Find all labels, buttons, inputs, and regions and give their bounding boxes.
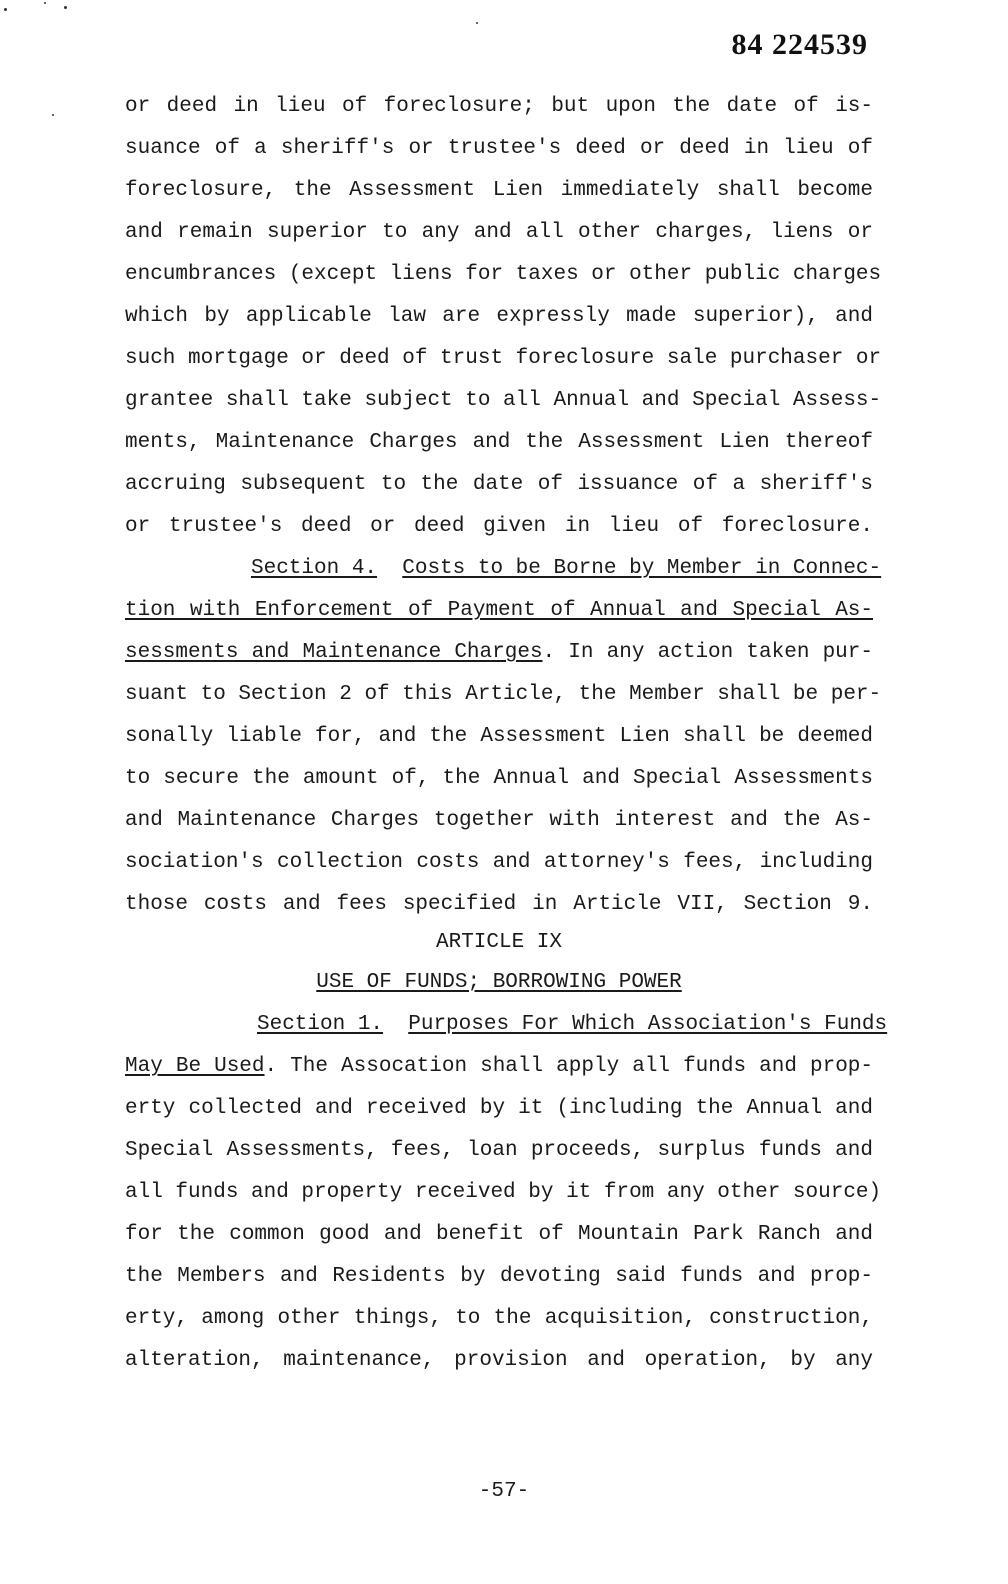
text-line: Special Assessments, fees, loan proceeds, surplus funds and: [125, 1139, 873, 1162]
text-line: foreclosure, the Assessment Lien immediately shall become: [125, 179, 873, 202]
section-4-label: Section 4.: [251, 557, 378, 580]
text-line: alteration, maintenance, provision and operation, by any: [125, 1349, 873, 1372]
article-title-line: [125, 970, 873, 996]
scan-speck: [52, 114, 54, 116]
section-4-heading: Costs to be Borne by Member in Connec-: [402, 557, 882, 580]
article-number: ARTICLE IX: [435, 931, 563, 954]
scan-speck: [64, 6, 67, 9]
text-line: for the common good and benefit of Mountain Park Ranch and: [125, 1223, 873, 1246]
text-line: ments, Maintenance Charges and the Assessment Lien thereof: [125, 431, 873, 454]
document-number: 84 224539: [731, 28, 868, 61]
text-line: or deed in lieu of foreclosure; but upon the date of is-: [125, 95, 873, 118]
section-1-heading-line: [125, 1054, 873, 1080]
text-line: all funds and property received by it from any other source): [125, 1181, 882, 1204]
page-number: -57-: [478, 1480, 530, 1503]
text-line: sociation's collection costs and attorney's fees, including: [125, 851, 873, 874]
text-line: and Maintenance Charges together with interest and the As-: [125, 809, 873, 832]
scan-speck: [44, 2, 46, 4]
section-4-heading-line: [125, 640, 873, 666]
text-line: sonally liable for, and the Assessment Lien shall be deemed: [125, 725, 873, 748]
text-line: grantee shall take subject to all Annual and Special Assess-: [125, 389, 882, 412]
text-line: which by applicable law are expressly made superior), and: [125, 305, 873, 328]
text-line: accruing subsequent to the date of issuance of a sheriff's: [125, 473, 873, 496]
text-line: erty collected and received by it (including the Annual and: [125, 1097, 873, 1120]
section-1-heading-line: [125, 1012, 888, 1038]
text-line: suant to Section 2 of this Article, the Member shall be per-: [125, 683, 882, 706]
text-line: erty, among other things, to the acquisition, construction,: [125, 1307, 873, 1330]
text-fragment: . The Assocation shall apply all funds and prop-: [264, 1055, 874, 1078]
section-4-heading: tion with Enforcement of Payment of Annual and Special As-: [125, 599, 873, 622]
text-line: and remain superior to any and all other charges, liens or: [125, 221, 873, 244]
section-4-heading: sessments and Maintenance Charges: [125, 641, 543, 664]
text-line: encumbrances (except liens for taxes or other public charges: [125, 263, 882, 286]
text-line: such mortgage or deed of trust foreclosure sale purchaser or: [125, 347, 882, 370]
scan-speck: [4, 8, 7, 11]
section-1-label: Section 1.: [257, 1013, 384, 1036]
text-line: or trustee's deed or deed given in lieu of foreclosure.: [125, 515, 873, 538]
scan-speck: [476, 22, 478, 24]
text-line: suance of a sheriff's or trustee's deed or deed in lieu of: [125, 137, 873, 160]
article-title: USE OF FUNDS; BORROWING POWER: [316, 971, 682, 994]
text-line: the Members and Residents by devoting said funds and prop-: [125, 1265, 873, 1288]
text-line: those costs and fees specified in Article VII, Section 9.: [125, 893, 873, 916]
section-4-heading-line: [125, 598, 873, 624]
section-4-heading-line: [125, 556, 882, 582]
text-line: to secure the amount of, the Annual and Special Assessments: [125, 767, 873, 790]
section-1-heading: Purposes For Which Association's Funds: [408, 1013, 888, 1036]
text-fragment: . In any action taken pur-: [542, 641, 873, 664]
section-1-heading: May Be Used: [125, 1055, 265, 1078]
